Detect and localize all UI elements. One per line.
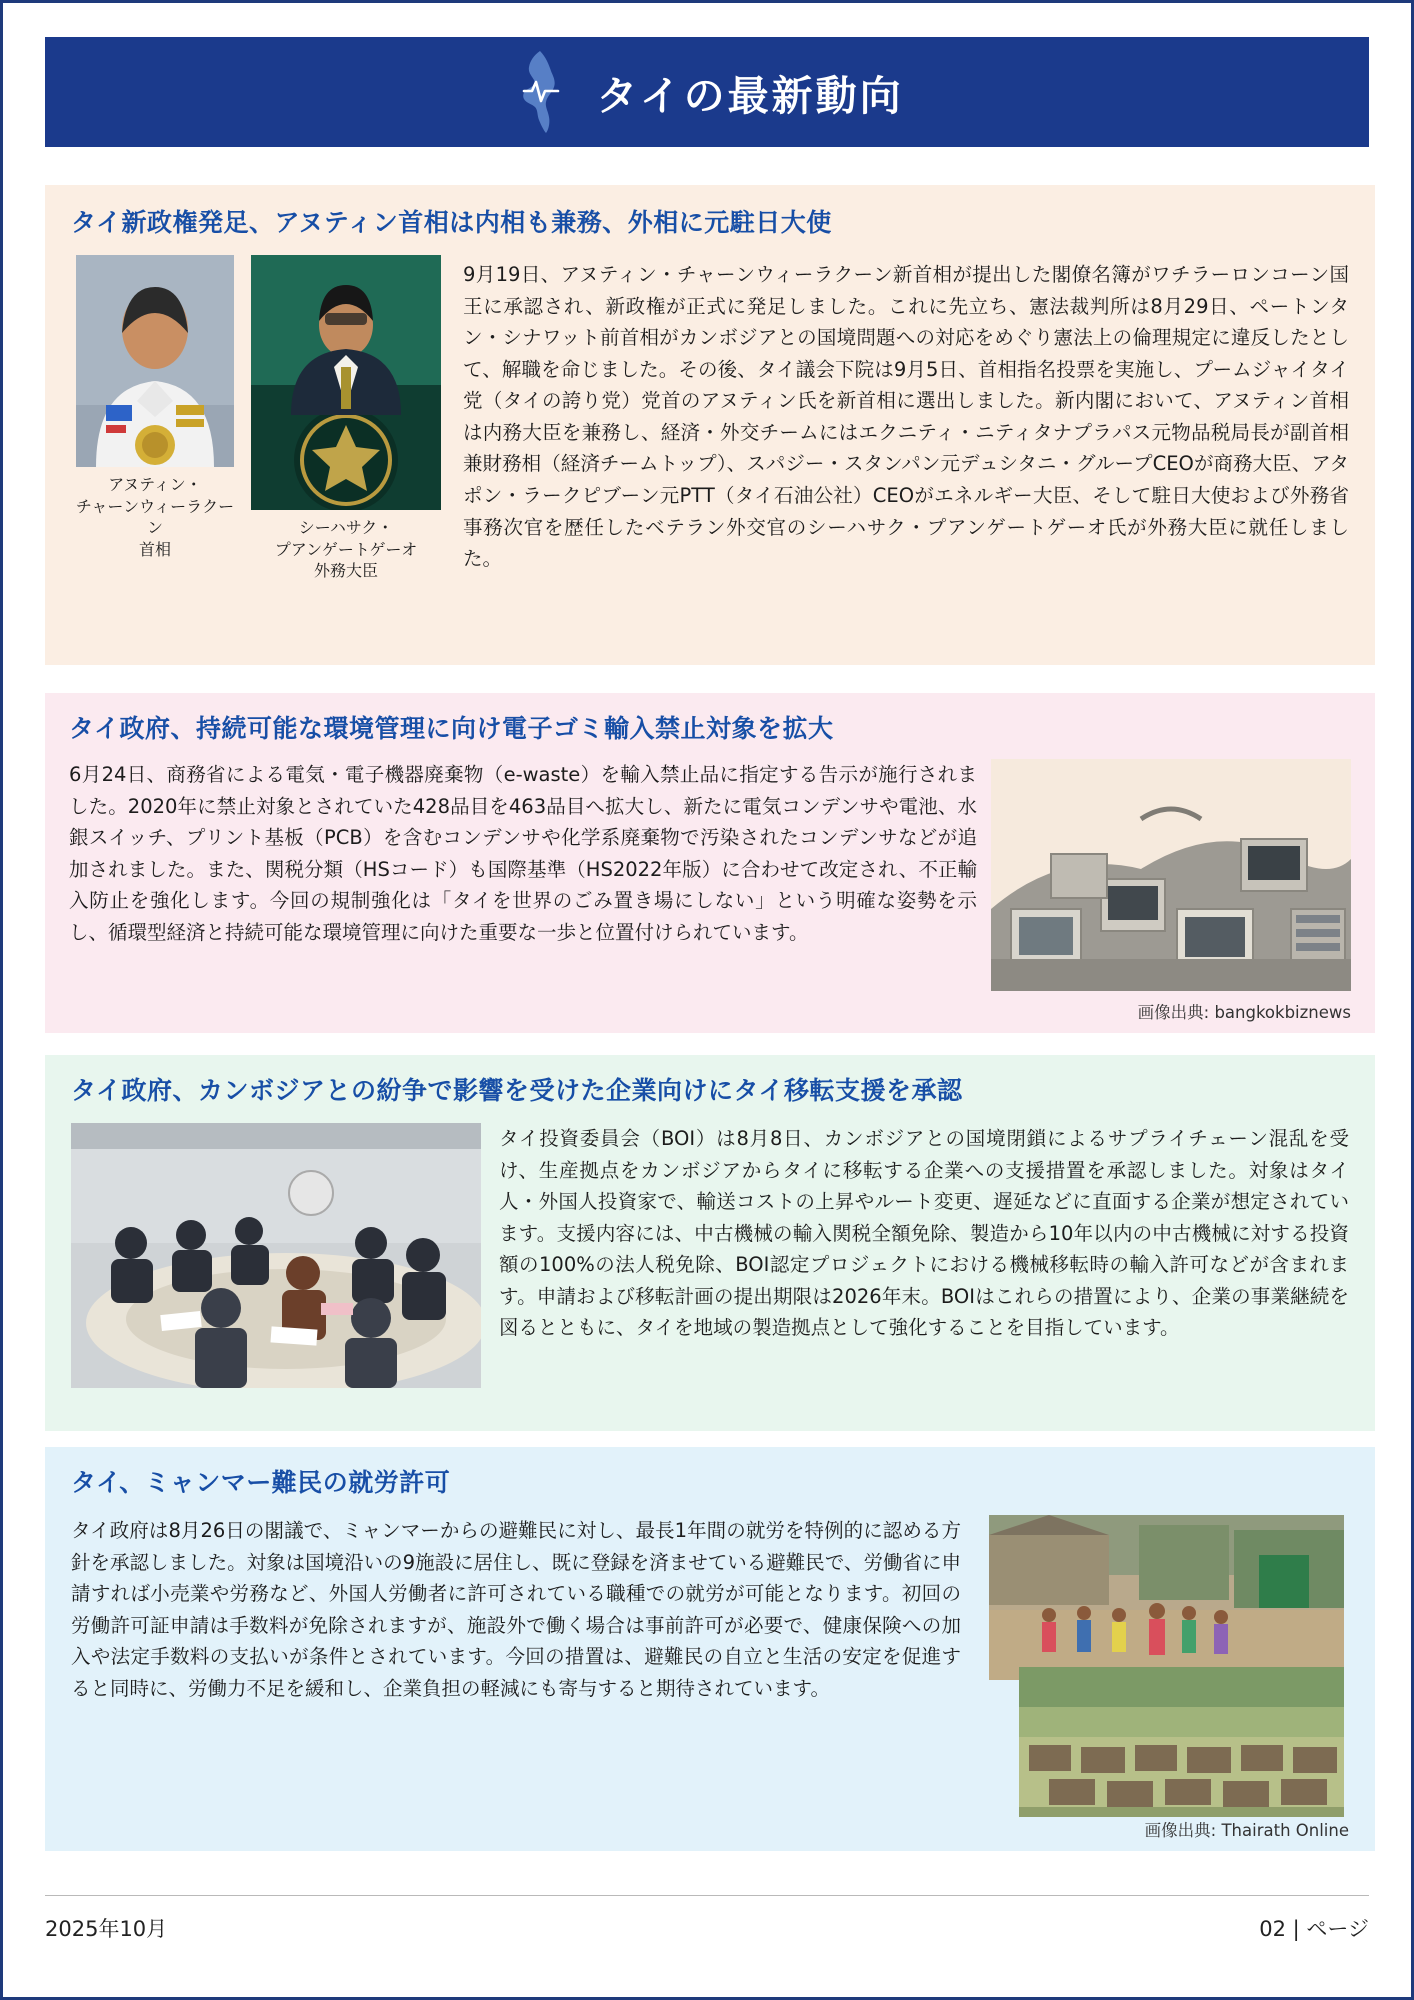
article-ewaste-import-ban <box>45 693 1375 1033</box>
article-4-body: タイ政府は8月26日の閣議で、ミャンマーからの避難民に対し、最長1年間の就労を特例的に認める方針を承認しました。対象は国境沿いの9施設に居住し、既に登録を済ませている避難民で、労働省に申請すれば小売業や労務など、外国人労働者に許可されている職種での就労が可能となります。初回の労働許可証申請は手数料が免除されますが、施設外で働く場合は事前許可が必要で、健康保険への加入や法定手数料の支払いが条件とされています。今回の措置は、避難民の自立と生活の安定を促進すると同時に、労働力不足を緩和し、企業負担の軽減にも寄与すると期待されています。 <box>71 1519 961 1700</box>
thailand-map-pulse-icon <box>510 49 574 135</box>
photo-anutin-portrait <box>76 255 234 467</box>
article-1-images <box>71 255 451 582</box>
photo-ewaste-pile <box>991 759 1351 991</box>
photo-refugee-camp-people <box>989 1515 1344 1680</box>
page-banner <box>45 37 1369 147</box>
article-3-images <box>71 1123 491 1388</box>
article-3-body: タイ投資委員会（BOI）は8月8日、カンボジアとの国境閉鎖によるサプライチェーン混乱を受け、生産拠点をカンボジアからタイに移転する企業への支援措置を承認しました。対象はタイ人・外国人投資家で、輸送コストの上昇やルート変更、遅延などに直面する企業が想定されています。支援内容には、中古機械の輸入関税全額免除、製造から10年以内の中古機械に対する投資額の100%の法人税免除、BOI認定プロジェクトにおける機械移転時の輸入許可などが含まれます。申請および移転計画の提出期限は2026年末。BOIはこれらの措置により、企業の事業継続を図るとともに、タイを地域の製造拠点として強化することを目指しています。 <box>499 1127 1349 1340</box>
article-1-title: タイ新政権発足、アヌティン首相は内相も兼務、外相に元駐日大使 <box>71 208 832 237</box>
article-4-images <box>979 1515 1349 1840</box>
article-myanmar-refugee-work-permit <box>45 1447 1375 1851</box>
page-footer <box>45 1895 1369 1951</box>
footer-date: 2025年10月 <box>45 1916 168 1941</box>
photo-anutin-caption: アヌティン・ チャーンウィーラクーン 首相 <box>75 475 235 559</box>
photo-boi-meeting <box>71 1123 481 1388</box>
page-title: タイの最新動向 <box>596 71 904 120</box>
article-4-title: タイ、ミャンマー難民の就労許可 <box>71 1468 451 1497</box>
article-2-credit: 画像出典: bangkokbiznews <box>1137 1003 1351 1022</box>
article-4-credit: 画像出典: Thairath Online <box>1144 1821 1349 1840</box>
article-2-body: 6月24日、商務省による電気・電子機器廃棄物（e-waste）を輸入禁止品に指定する告示が施行されました。2020年に禁止対象とされていた428品目を463品目へ拡大し、新たに電気コンデンサや電池、水銀スイッチ、プリント基板（PCB）を含むコンデンサや化学系廃棄物で汚染されたコンデンサなどが追加されました。また、関税分類（HSコード）も国際基準（HS2022年版）に合わせて改定され、不正輸入防止を強化します。今回の規制強化は「タイを世界のごみ置き場にしない」という明確な姿勢を示し、循環型経済と持続可能な環境管理に向けた重要な一歩と位置付けられています。 <box>69 763 977 944</box>
photo-sihasak-caption: シーハサク・ プアンゲートゲーオ 外務大臣 <box>274 518 418 581</box>
article-2-title: タイ政府、持続可能な環境管理に向け電子ゴミ輸入禁止対象を拡大 <box>69 714 834 743</box>
footer-page-number: 02 | ページ <box>1259 1916 1369 1941</box>
article-new-government <box>45 185 1375 665</box>
article-2-images <box>991 759 1351 1023</box>
photo-sihasak-speech <box>251 255 441 510</box>
article-1-body: 9月19日、アヌティン・チャーンウィーラクーン新首相が提出した閣僚名簿がワチラーロンコーン国王に承認され、新政権が正式に発足しました。これに先立ち、憲法裁判所は8月29日、ペートンタン・シナワット前首相がカンボジアとの国境問題への対応をめぐり憲法上の倫理規定に違反したとして、解職を命じました。その後、タイ議会下院は9月5日、首相指名投票を実施し、プームジャイタイ党（タイの誇り党）党首のアヌティン氏を新首相に選出しました。新内閣において、アヌティン首相は内務大臣を兼務し、経済・外交チームにはエクニティ・ニティタナプラパス元物品税局長が副首相兼財務相（経済チームトップ）、スパジー・スタンパン元デュシタニ・グループCEOが商務大臣、アタポン・ラークピブーン元PTT（タイ石油公社）CEOがエネルギー大臣、そして駐日大使および外務省事務次官を歴任したベテラン外交官のシーハサク・プアンゲートゲーオ氏が外務大臣に就任しました。 <box>463 263 1349 571</box>
article-boi-relocation-support <box>45 1055 1375 1431</box>
photo-refugee-camp-aerial <box>1019 1667 1344 1817</box>
article-3-title: タイ政府、カンボジアとの紛争で影響を受けた企業向けにタイ移転支援を承認 <box>71 1076 963 1105</box>
